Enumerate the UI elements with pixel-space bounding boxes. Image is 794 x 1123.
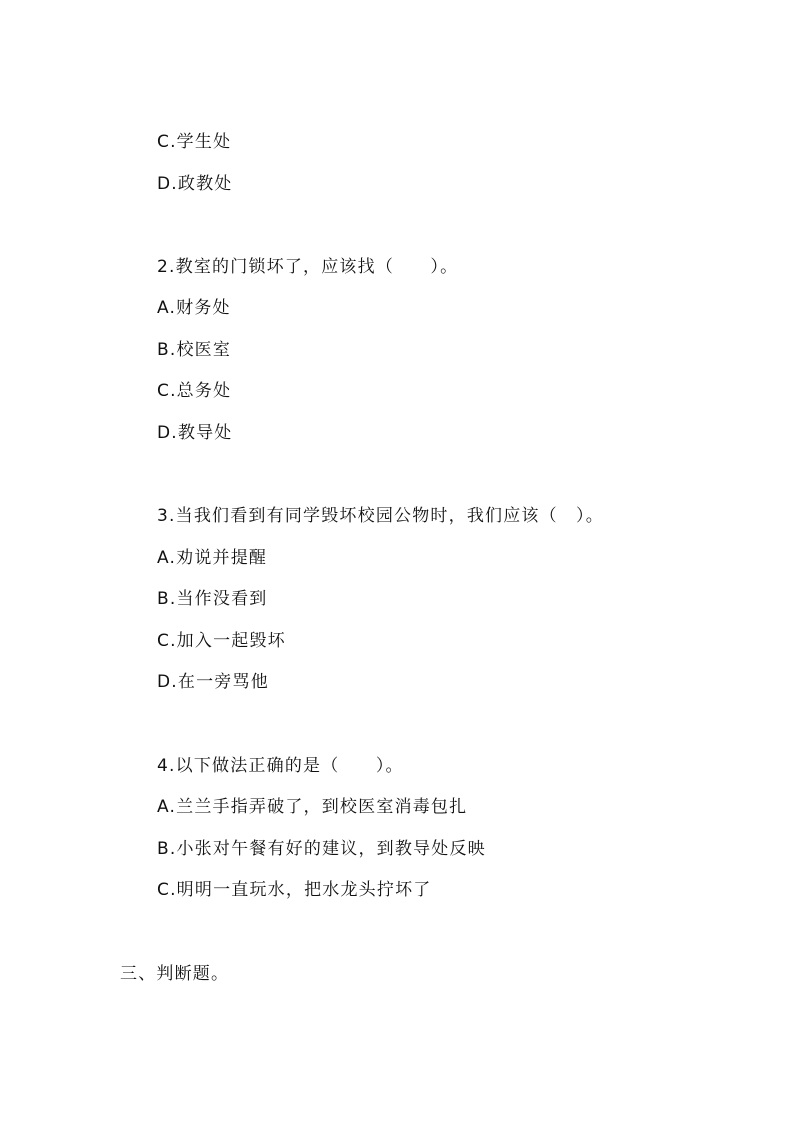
q3-stem: 3.当我们看到有同学毁坏校园公物时，我们应该（ ）。 (157, 506, 604, 526)
q4-stem: 4.以下做法正确的是（ ）。 (157, 756, 404, 776)
q2-option-b: B.校医室 (157, 340, 232, 360)
q3-option-a: A.劝说并提醒 (157, 548, 268, 568)
q1-option-d: D.政教处 (157, 174, 233, 194)
q4-option-b: B.小张对午餐有好的建议，到教导处反映 (157, 839, 486, 859)
q2-option-a: A.财务处 (157, 298, 231, 318)
q2-option-d: D.教导处 (157, 423, 233, 443)
q2-stem: 2.教室的门锁坏了，应该找（ ）。 (157, 257, 459, 277)
q4-option-c: C.明明一直玩水，把水龙头拧坏了 (157, 880, 432, 900)
q4-option-a: A.兰兰手指弄破了，到校医室消毒包扎 (157, 797, 468, 817)
q2-option-c: C.总务处 (157, 381, 232, 401)
q3-option-c: C.加入一起毁坏 (157, 631, 286, 651)
q3-option-d: D.在一旁骂他 (157, 672, 269, 692)
q3-option-b: B.当作没看到 (157, 589, 268, 609)
section-3-title: 三、判断题。 (120, 964, 230, 984)
q1-option-c: C.学生处 (157, 132, 232, 152)
